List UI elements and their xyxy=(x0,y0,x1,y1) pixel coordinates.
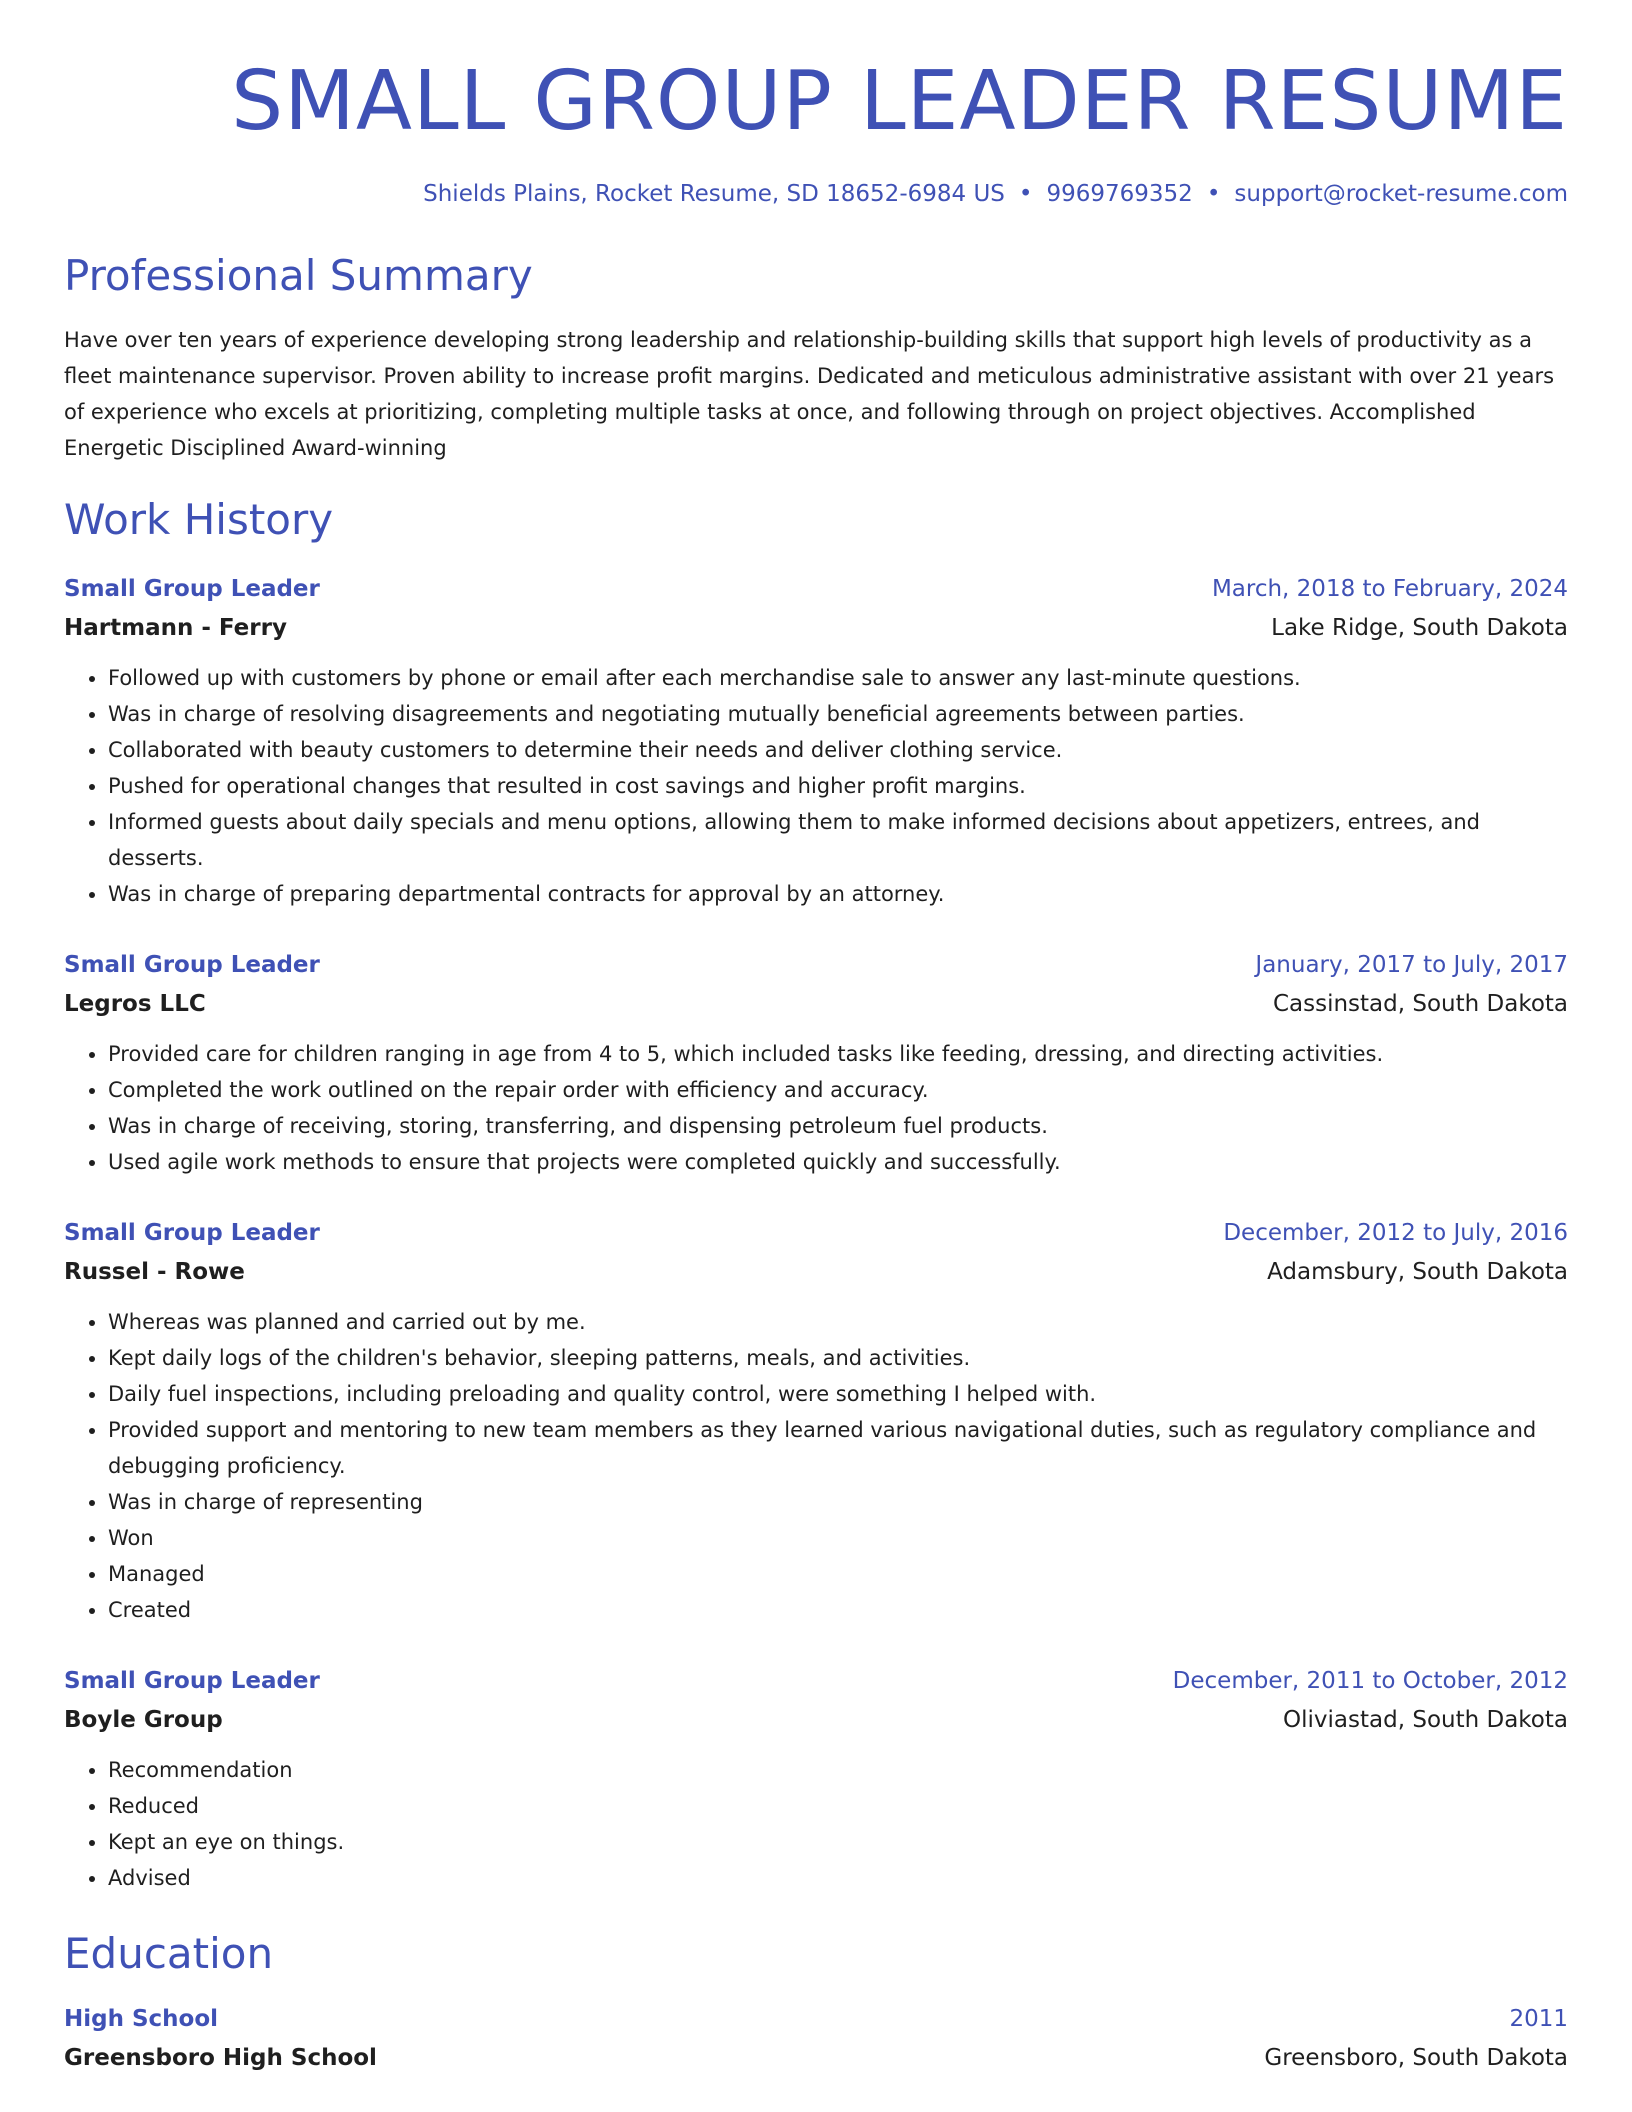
job-bullet: • Informed guests about daily specials and menu options, allowing them to make informed decisions about appetizers, entrees, and desserts. xyxy=(108,804,1568,876)
contact-line xyxy=(64,178,1568,210)
job-bullet: • Daily fuel inspections, including preloading and quality control, were something I helped with. xyxy=(108,1376,1568,1412)
education-section xyxy=(64,1926,1568,2078)
education-degree: High School xyxy=(64,2006,219,2032)
work-history-heading: Work History xyxy=(64,495,334,544)
job-bullet: • Kept an eye on things. xyxy=(108,1824,1568,1860)
job-bullet: • Whereas was planned and carried out by me. xyxy=(108,1304,1568,1340)
job-bullet: • Collaborated with beauty customers to determine their needs and deliver clothing service. xyxy=(108,732,1568,768)
job-bullet: • Recommendation xyxy=(108,1752,1568,1788)
job-title: Small Group Leader xyxy=(64,1668,320,1694)
job-location: Lake Ridge, South Dakota xyxy=(1271,615,1568,641)
job-bullet: • Won xyxy=(108,1520,1568,1556)
contact-separator: • xyxy=(1018,181,1033,207)
job-title: Small Group Leader xyxy=(64,1220,320,1246)
job-bullet: • Followed up with customers by phone or email after each merchandise sale to answer any last-minute questions. xyxy=(108,660,1568,696)
job-dates: December, 2012 to July, 2016 xyxy=(1223,1220,1568,1246)
job-company: Hartmann - Ferry xyxy=(64,615,287,641)
job-location: Adamsbury, South Dakota xyxy=(1267,1259,1568,1285)
education-year: 2011 xyxy=(1509,2006,1568,2032)
job-dates: January, 2017 to July, 2017 xyxy=(1255,952,1568,978)
job-company: Legros LLC xyxy=(64,991,206,1017)
resume-title: SMALL GROUP LEADER RESUME xyxy=(231,54,1568,149)
job-title: Small Group Leader xyxy=(64,952,320,978)
job-dates: March, 2018 to February, 2024 xyxy=(1211,576,1568,602)
contact-email[interactable]: support@rocket-resume.com xyxy=(1234,181,1568,207)
job-company: Russel - Rowe xyxy=(64,1259,245,1285)
job-bullet: • Provided care for children ranging in age from 4 to 5, which included tasks like feeding, dressing, and directing activities. xyxy=(108,1036,1568,1072)
contact-phone: 9969769352 xyxy=(1046,181,1193,207)
job-bullet: • Advised xyxy=(108,1860,1568,1896)
job-title: Small Group Leader xyxy=(64,576,320,602)
job-entry xyxy=(64,570,1568,912)
job-bullet: • Provided support and mentoring to new team members as they learned various navigational duties, such as regulatory compliance and debugging proficiency. xyxy=(108,1412,1568,1484)
job-bullet: • Created xyxy=(108,1592,1568,1628)
job-company: Boyle Group xyxy=(64,1707,223,1733)
work-history-section xyxy=(64,492,1568,1896)
job-bullets xyxy=(64,1752,1568,1896)
job-bullet: • Was in charge of preparing departmental contracts for approval by an attorney. xyxy=(108,876,1568,912)
education-heading: Education xyxy=(64,1929,274,1978)
job-bullet: • Reduced xyxy=(108,1788,1568,1824)
job-entry xyxy=(64,1214,1568,1628)
education-location: Greensboro, South Dakota xyxy=(1264,2045,1568,2071)
job-bullet: • Kept daily logs of the children's behavior, sleeping patterns, meals, and activities. xyxy=(108,1340,1568,1376)
job-bullets xyxy=(64,1304,1568,1628)
contact-separator: • xyxy=(1206,181,1221,207)
education-entry xyxy=(64,2000,1568,2078)
job-bullets xyxy=(64,1036,1568,1180)
job-bullet: • Was in charge of receiving, storing, transferring, and dispensing petroleum fuel products. xyxy=(108,1108,1568,1144)
job-entry xyxy=(64,1662,1568,1896)
job-bullet: • Pushed for operational changes that resulted in cost savings and higher profit margins. xyxy=(108,768,1568,804)
summary-text: Have over ten years of experience developing strong leadership and relationship-building skills that support high levels of productivity as a fleet maintenance supervisor. Proven ability to increase profit margins. Dedicated and meticulous administrative assistant with over 21 years of experience who excels at prioritizing, completing multiple tasks at once, and following through on project objectives. Accomplished Energetic Disciplined Award-winning xyxy=(64,328,1555,460)
job-bullet: • Used agile work methods to ensure that projects were completed quickly and successfully. xyxy=(108,1144,1568,1180)
education-school: Greensboro High School xyxy=(64,2045,377,2071)
job-bullet: • Managed xyxy=(108,1556,1568,1592)
job-bullets xyxy=(64,660,1568,912)
job-bullet: • Was in charge of representing xyxy=(108,1484,1568,1520)
contact-address: Shields Plains, Rocket Resume, SD 18652-6984 US xyxy=(423,181,1005,207)
job-location: Oliviastad, South Dakota xyxy=(1283,1707,1568,1733)
job-bullet: • Completed the work outlined on the repair order with efficiency and accuracy. xyxy=(108,1072,1568,1108)
summary-heading: Professional Summary xyxy=(64,251,533,300)
resume-header xyxy=(64,52,1568,210)
summary-section xyxy=(64,248,1568,466)
job-bullet: • Was in charge of resolving disagreements and negotiating mutually beneficial agreements between parties. xyxy=(108,696,1568,732)
job-dates: December, 2011 to October, 2012 xyxy=(1172,1668,1568,1694)
job-location: Cassinstad, South Dakota xyxy=(1272,991,1568,1017)
job-entry xyxy=(64,946,1568,1180)
